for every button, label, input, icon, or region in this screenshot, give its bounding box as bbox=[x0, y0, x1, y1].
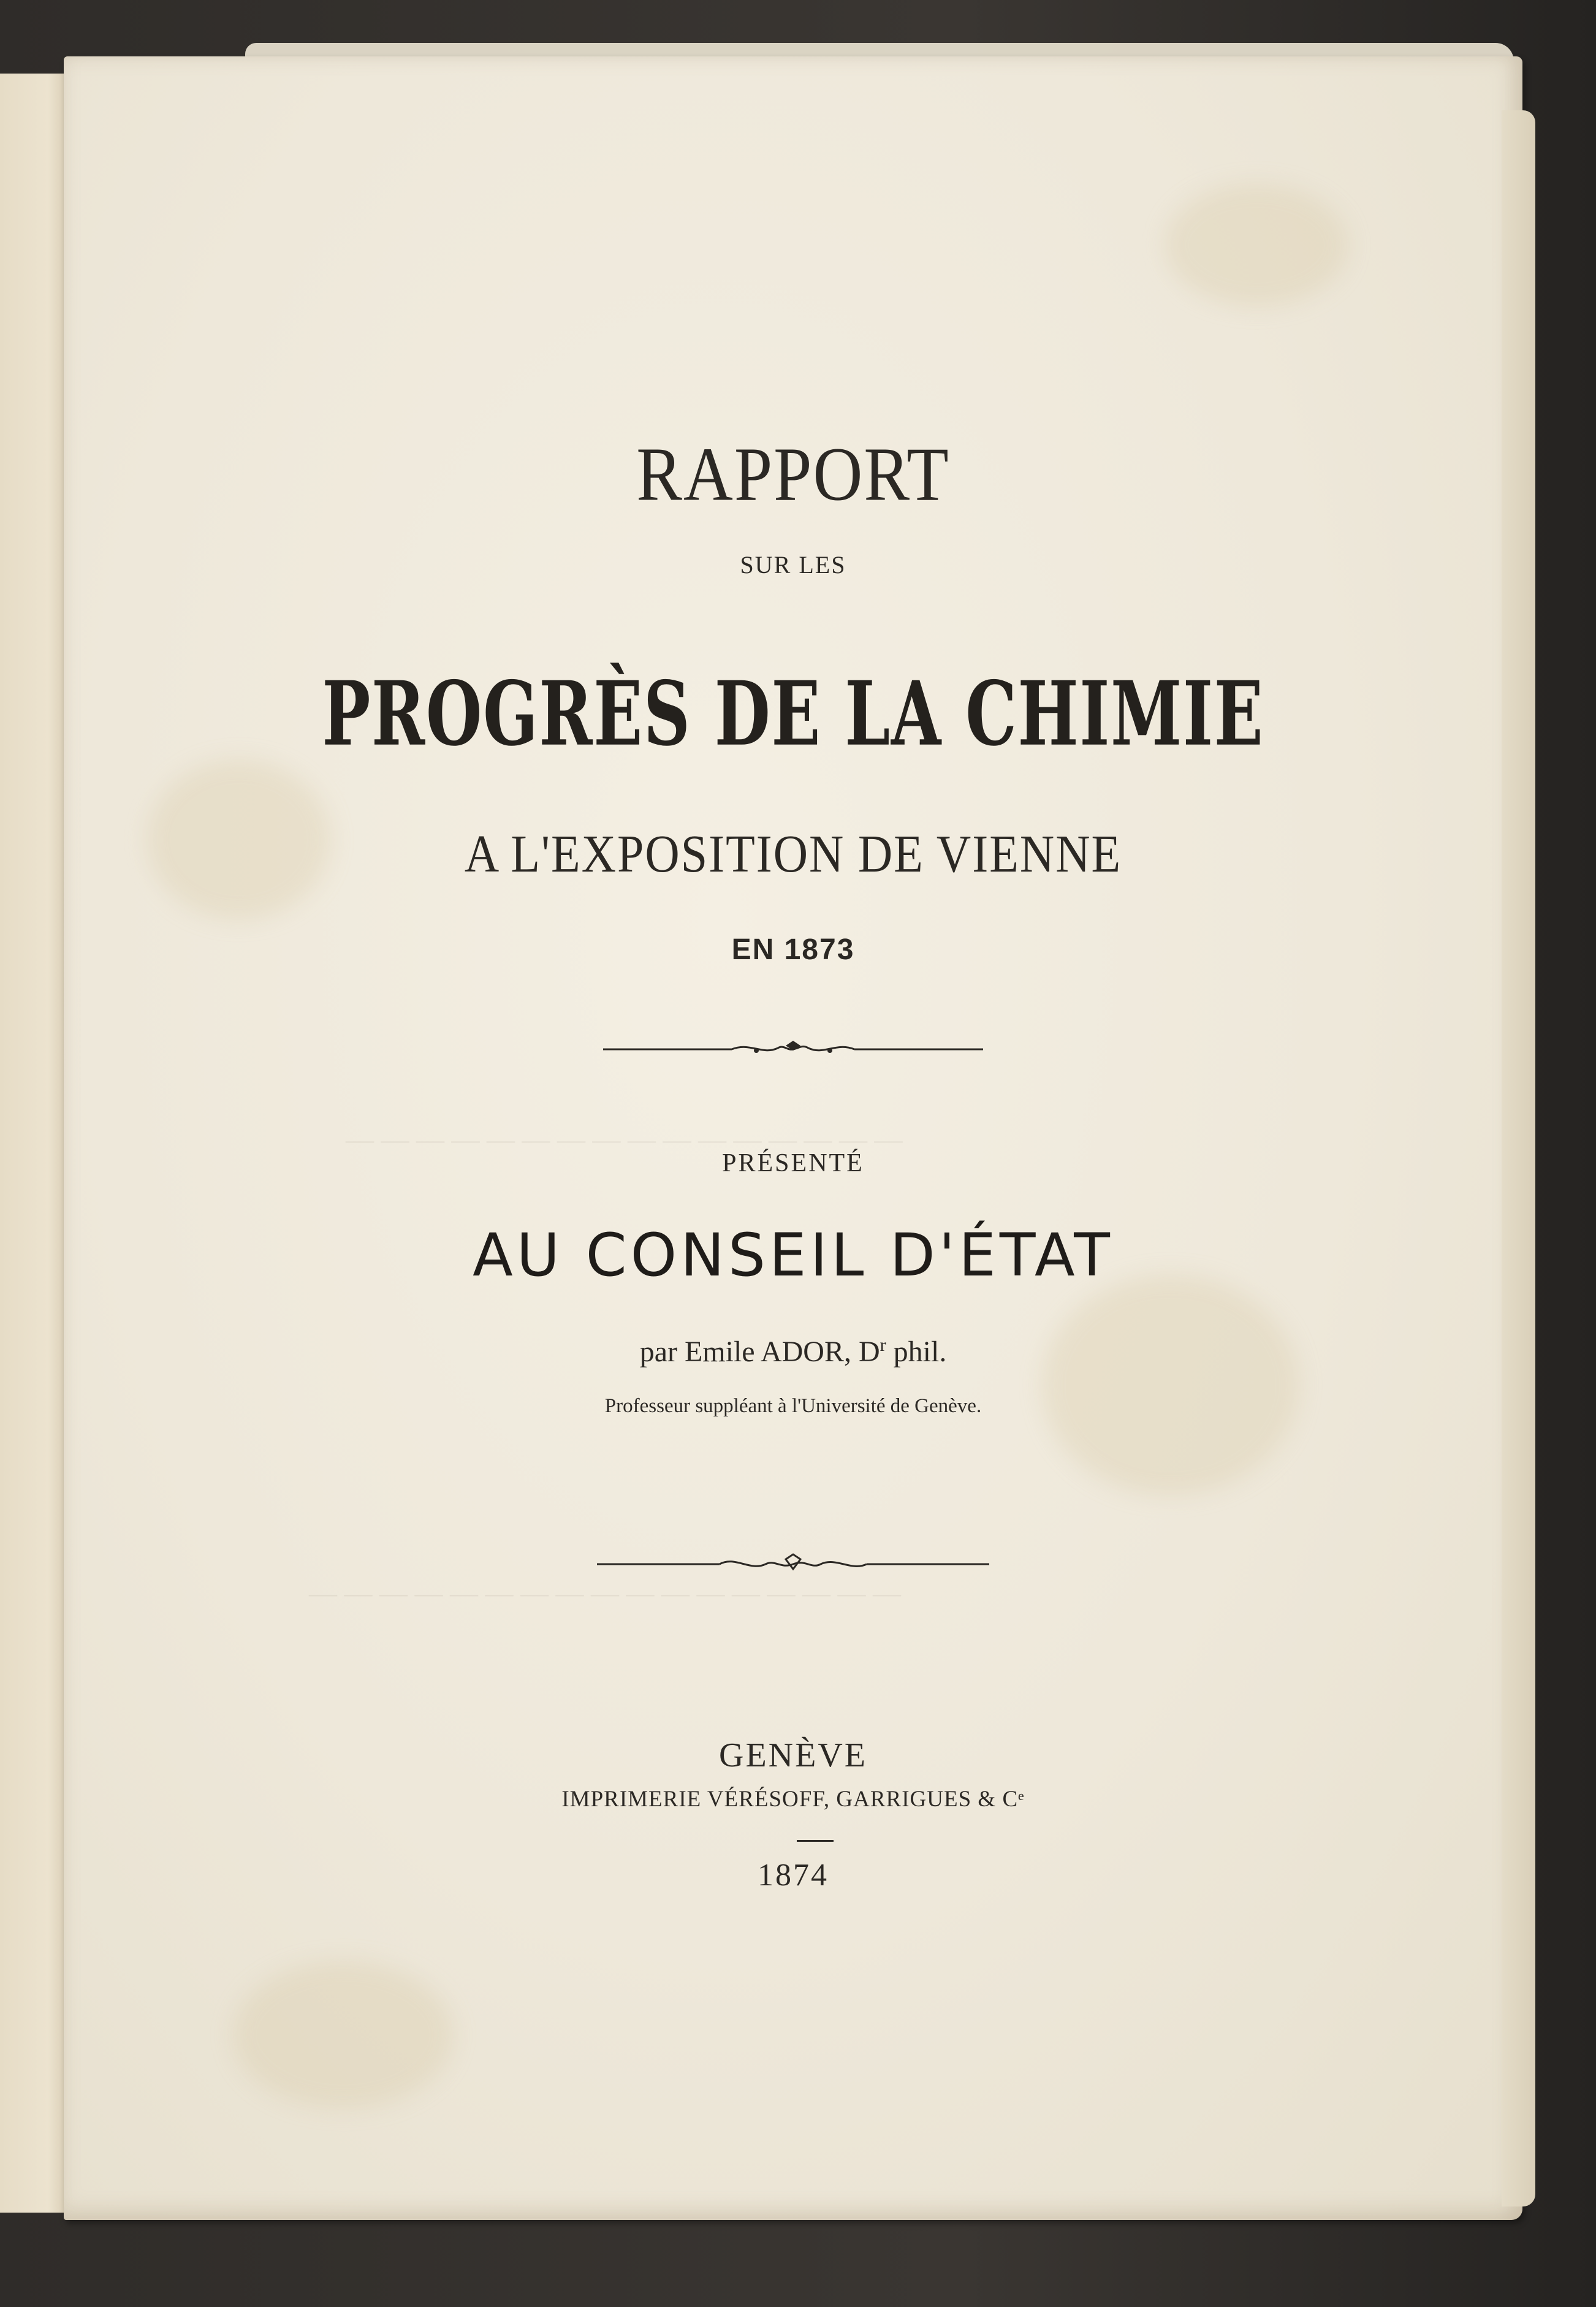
page-content bbox=[64, 56, 1522, 2220]
imprint-city: GENÈVE bbox=[719, 1736, 867, 1774]
author-line bbox=[64, 1335, 1522, 1369]
ornamental-rule-bottom bbox=[64, 1552, 1522, 1576]
show-through-text: — — — — — — — — — — — — — — — — bbox=[346, 1123, 903, 1155]
imprint-year: 1874 bbox=[758, 1858, 829, 1893]
title-line-year: EN 1873 bbox=[731, 933, 855, 966]
author-degree: r bbox=[880, 1335, 886, 1355]
left-page-edge bbox=[0, 74, 70, 2213]
show-through-text: — — — — — — — — — — — — — — — — — bbox=[309, 1577, 901, 1608]
presented-label: PRÉSENTÉ bbox=[722, 1149, 864, 1177]
title-line-rapport: RAPPORT bbox=[636, 431, 950, 517]
author-suffix: phil. bbox=[886, 1336, 947, 1368]
flourish-icon bbox=[597, 1552, 989, 1576]
author-name: par Emile ADOR, D bbox=[639, 1336, 880, 1368]
ornamental-rule-top bbox=[64, 1037, 1522, 1062]
title-line-sur-les: SUR LES bbox=[740, 551, 846, 579]
author-affiliation: Professeur suppléant à l'Université de Genève. bbox=[604, 1395, 982, 1417]
flourish-icon bbox=[603, 1037, 983, 1062]
imprint-printer: IMPRIMERIE VÉRÉSOFF, GARRIGUES & Cᵉ bbox=[561, 1787, 1025, 1812]
recipient-heading: AU CONSEIL D'ÉTAT bbox=[473, 1221, 1114, 1290]
title-line-main: PROGRÈS DE LA CHIMIE bbox=[322, 661, 1264, 766]
title-line-exposition: A L'EXPOSITION DE VIENNE bbox=[464, 823, 1122, 884]
imprint-divider bbox=[797, 1840, 834, 1842]
